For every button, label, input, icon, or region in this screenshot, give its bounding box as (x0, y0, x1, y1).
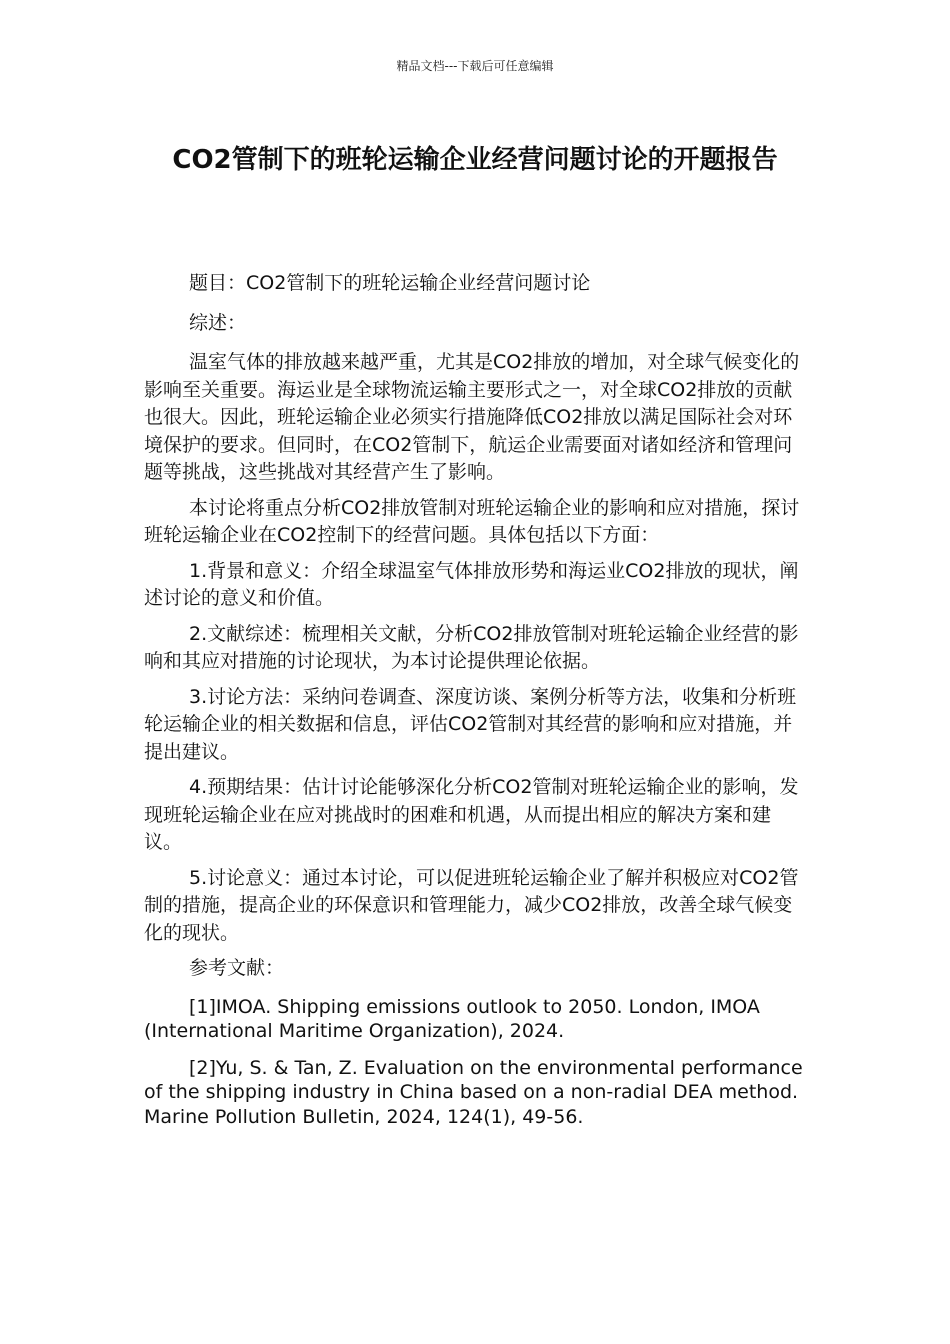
references-label: 参考文献： (189, 957, 285, 979)
list-item-methods: 3.讨论方法：采纳问卷调查、深度访谈、案例分析等方法，收集和分析班轮运输企业的相关数据和信息，评估CO2管制对其经营的影响和应对措施，并提出建议。 (144, 685, 797, 763)
header-note: 精品文档---下载后可任意编辑 (396, 59, 554, 73)
reference-item: [1]IMOA. Shipping emissions outlook to 2050. London, IMOA (International Maritime Organization), 2024. (144, 995, 760, 1042)
topic-line: 题目：CO2管制下的班轮运输企业经营问题讨论 (189, 272, 591, 294)
overview-paragraph-2: 本讨论将重点分析CO2排放管制对班轮运输企业的影响和应对措施，探讨班轮运输企业在CO2控制下的经营问题。具体包括以下方面： (144, 496, 800, 546)
list-item-expected-results: 4.预期结果：估计讨论能够深化分析CO2管制对班轮运输企业的影响，发现班轮运输企业在应对挑战时的困难和机遇，从而提出相应的解决方案和建议。 (144, 776, 799, 853)
document-body (144, 270, 806, 1141)
overview-label: 综述： (189, 311, 247, 334)
document-title: CO2管制下的班轮运输企业经营问题讨论的开题报告 (172, 145, 778, 175)
list-item-significance: 5.讨论意义：通过本讨论，可以促进班轮运输企业了解并积极应对CO2管制的措施，提高企业的环保意识和管理能力，减少CO2排放，改善全球气候变化的现状。 (144, 866, 799, 944)
list-item-background: 1.背景和意义：介绍全球温室气体排放形势和海运业CO2排放的现状，阐述讨论的意义和价值。 (144, 559, 799, 609)
overview-paragraph-1: 温室气体的排放越来越严重，尤其是CO2排放的增加，对全球气候变化的影响至关重要。海运业是全球物流运输主要形式之一，对全球CO2排放的贡献也很大。因此，班轮运输企业必须实行措施降低CO2排放以满足国际社会对环境保护的要求。但同时，在CO2管制下，航运企业需要面对诸如经济和管理问题等挑战，这些挑战对其经营产生了影响。 (144, 351, 800, 483)
list-item-literature-review: 2.文献综述：梳理相关文献，分析CO2排放管制对班轮运输企业经营的影响和其应对措施的讨论现状，为本讨论提供理论依据。 (144, 622, 799, 672)
reference-item: [2]Yu, S. & Tan, Z. Evaluation on the environmental performance of the shipping industry in China based on a non-radial DEA method. Marine Pollution Bulletin, 2024, 124(1), 49-56. (144, 1056, 803, 1128)
